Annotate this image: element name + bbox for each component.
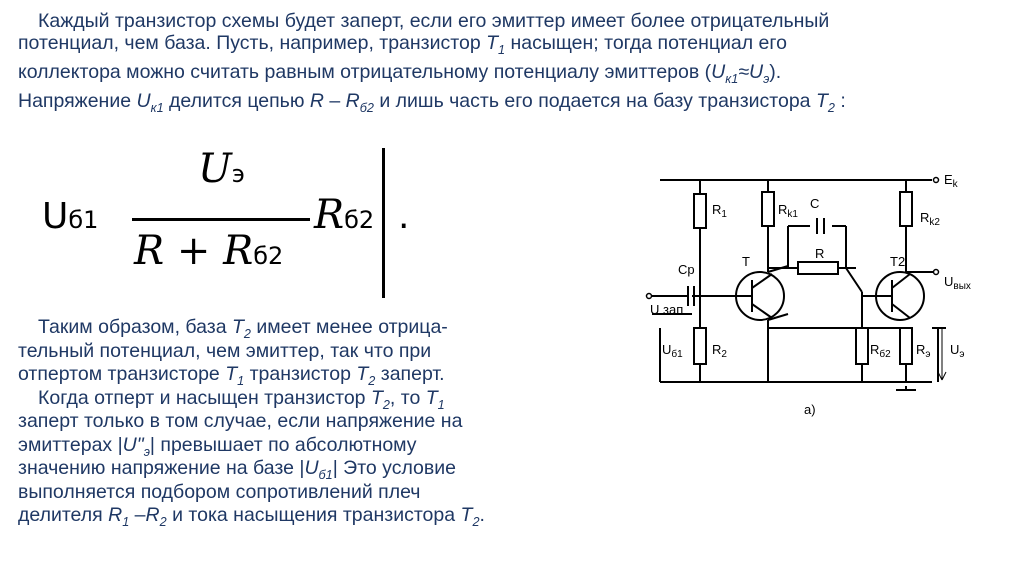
intro-line-3: коллектора можно считать равным отрицательному потенциалу эмиттеров $(U_{к1}\approx U_э)$.	[18, 60, 782, 86]
body-line-5: заперт только в том случае, если напряжение на	[18, 410, 463, 432]
body-line-1: Таким образом, база $Т_2$ имеет менее отрица-	[38, 316, 448, 341]
label-ue: $U_э$	[950, 342, 965, 360]
label-uzap: U зап	[650, 302, 684, 317]
label-c: C	[810, 196, 820, 211]
intro-line-4: Напряжение $U_{к1}$ делится цепью R – $R_{б2}$ и лишь часть его подается на базу транзистора $Т_2$ :	[18, 89, 846, 115]
diagram-caption: а)	[804, 402, 816, 417]
body-line-3: отпертом транзисторе $Т_1$ транзистор $Т_2$ заперт.	[18, 363, 445, 388]
label-uvyx: $U_{вых}$	[944, 274, 971, 292]
body-line-8: выполняется подбором сопротивлений плеч	[18, 480, 421, 503]
label-rk1: $R_{k1}$	[778, 202, 798, 220]
body-line-4: Когда отперт и насыщен транзистор $Т_2$, то $Т_1$	[38, 386, 445, 412]
label-t1: T	[742, 254, 750, 269]
fraction-bar	[132, 218, 310, 221]
label-r1: $R_1$	[712, 202, 727, 220]
resistor-re	[900, 328, 912, 364]
intro-line-2: потенциал, чем база. Пусть, например, транзистор $Т_1$ насыщен; тогда потенциал его	[18, 32, 787, 57]
body-paragraph	[18, 316, 485, 528]
label-r: R	[815, 246, 825, 261]
intro-line-1: Каждый транзистор схемы будет заперт, если его эмиттер имеет более отрицательный	[38, 10, 830, 32]
terminal-uvyx	[934, 270, 939, 275]
formula-dot: .	[398, 196, 410, 237]
terminal-uzap	[647, 294, 652, 299]
formula-rhs: Rб2	[314, 192, 375, 238]
formula-numerator: Uэ	[198, 146, 245, 192]
label-ek: $E_k$	[944, 172, 958, 190]
resistor-r2	[694, 328, 706, 364]
ue-arrow	[938, 328, 946, 380]
label-re: $R_э$	[916, 342, 931, 360]
body-line-7: значению напряжение на базе $|U_{б1}|$ Это условие	[18, 457, 456, 482]
circuit-terminals	[647, 178, 939, 299]
circuit-transistors	[736, 272, 924, 320]
intro-paragraph	[18, 10, 846, 119]
label-rb2: $R_{б2}$	[870, 342, 891, 360]
resistor-rk1	[762, 192, 774, 226]
resistor-r1	[694, 194, 706, 228]
body-line-9: делителя $R_1$ $-R_2$ и тока насыщения транзистора $Т_2$.	[18, 504, 485, 529]
body-line-2: тельный потенциал, чем эмиттер, так что при	[18, 339, 432, 362]
resistor-rb2	[856, 328, 868, 364]
terminal-ek	[934, 178, 939, 183]
resistor-rk2	[900, 192, 912, 226]
resistor-r	[798, 262, 838, 274]
flip-flop-circuit-diagram	[632, 168, 1012, 430]
formula-lhs: Uб1	[42, 196, 99, 237]
text-cursor	[382, 148, 385, 298]
body-line-6: эмиттерах $|U"_э|$ превышает по абсолютному	[18, 433, 417, 459]
label-ub1: $U_{б1}$	[662, 342, 683, 360]
label-cp: Cp	[678, 262, 695, 277]
voltage-divider-formula	[42, 140, 422, 310]
label-r2: $R_2$	[712, 342, 727, 360]
label-t2: T2	[890, 254, 906, 269]
label-rk2: $R_{k2}$	[920, 210, 940, 228]
formula-denominator: R + Rб2	[134, 228, 284, 274]
